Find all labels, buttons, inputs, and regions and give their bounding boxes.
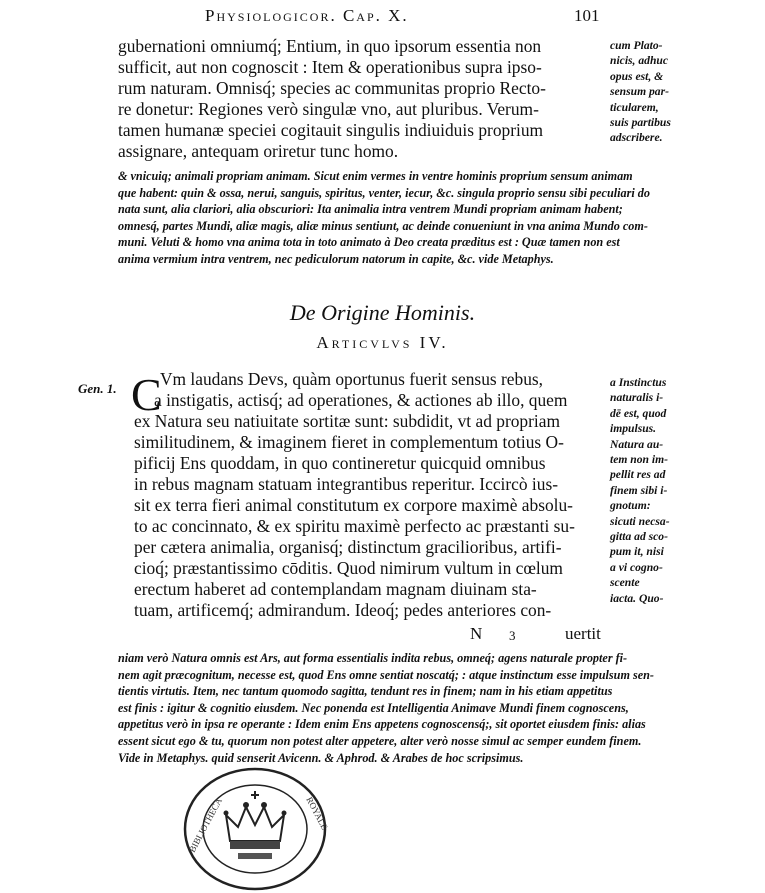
text-line: erectum haberet ad contemplandam magnam diuinam sta- <box>134 579 537 599</box>
marginal-reference: Gen. 1. <box>78 381 117 396</box>
footnote-line: tientis virtutis. Item, nec tantum quomodo sagitta, tendunt res in finem; nam in his etiam appetitus <box>118 684 613 699</box>
text-line: Vm laudans Devs, quàm oportunus fuerit sensus rebus, <box>160 369 544 389</box>
margin-note-2 <box>610 375 690 606</box>
signature-number: 3 <box>509 628 516 643</box>
text-line: re donetur: Regiones verò singulæ vno, aut pluribus. Verum- <box>118 99 539 119</box>
footnote-1 <box>118 168 683 268</box>
footnote-line: niam verò Natura omnis est Ars, aut forma essentialis indita rebus, omneq́; agens naturale propter fi- <box>118 651 628 665</box>
top-paragraph <box>118 36 606 162</box>
text-line: rum naturam. Omnisq́; species ac communitas proprio Recto- <box>118 78 546 98</box>
text-line: ex Natura seu natiuitate sortitæ sunt: subdidit, vt ad propriam <box>134 411 560 431</box>
text-line: a instigatis, actisq́; ad operationes, & actiones ab illo, quem <box>154 390 568 410</box>
signature-mark: N <box>470 624 483 643</box>
margin-line: cum Plato- <box>610 39 663 52</box>
margin-line: a Instinctus <box>610 376 667 389</box>
margin-line: Natura au- <box>610 437 664 451</box>
text-line: cioq́; præstantissimo cōditis. Quod nimirum vultum in cœlum <box>134 558 563 578</box>
margin-line: opus est, & <box>610 69 664 83</box>
margin-note-1 <box>610 38 690 146</box>
catchword: uertit <box>565 624 601 643</box>
library-stamp <box>180 763 330 891</box>
crown-icon <box>224 791 287 859</box>
margin-line: naturalis i- <box>610 391 664 405</box>
margin-line: impulsus. <box>610 422 657 436</box>
text-line: similitudinem, & imaginem fieret in complementum totius O- <box>134 432 564 452</box>
text-line: gubernationi omniumq́; Entium, in quo ipsorum essentia non <box>118 36 542 56</box>
text-line: pificij Ens quoddam, in quo contineretur quicquid omnibus <box>134 453 546 473</box>
footnote-line: est finis : igitur & cognitio eiusdem. Nec ponenda est Intelligentia Animave Mundi finem cognoscens, <box>118 700 629 715</box>
section-heading: De Origine Hominis. <box>289 300 476 325</box>
margin-line: iacta. Quo- <box>610 591 664 605</box>
footnote-line: anima vermium intra ventrem, nec pediculorum natorum in capite, &c. vide Metaphys. <box>118 251 554 266</box>
margin-line: adscribere. <box>610 131 663 145</box>
margin-line: sicuti necsa- <box>610 514 670 528</box>
footnote-line: omnesq́, partes Mundi, aliæ magis, aliæ minus sentiunt, ac deinde conueniunt in vna anima Mundo com- <box>118 218 648 233</box>
article-heading: Articvlvs IV. <box>316 333 449 352</box>
margin-line: gitta ad sco- <box>610 530 668 544</box>
text-line: tuam, artificemq́; admirandum. Ideoq́; pedes anteriores con- <box>134 600 552 620</box>
margin-line: a vi cogno- <box>610 560 663 574</box>
margin-line: pellit res ad <box>610 468 666 482</box>
text-line: sit ex terra fieri animal constitutum ex corpore maximè absolu- <box>134 495 573 515</box>
text-line: to ac concinnato, & ex spiritu maximè perfecto ac præstanti su- <box>134 516 575 536</box>
text-line: assignare, antequam oriretur tunc homo. <box>118 141 399 161</box>
margin-line: ticularem, <box>610 100 659 114</box>
footnote-2 <box>118 650 718 766</box>
margin-line: nicis, adhuc <box>610 54 668 68</box>
text-line: tamen humanæ speciei cogitauit singulis indiuiduis proprium <box>118 120 544 140</box>
margin-line: pum it, nisi <box>610 545 664 559</box>
footnote-line: muni. Veluti & homo vna anima tota in toto animato à Deo creata præditus est : Quæ tamen non est <box>118 235 620 250</box>
page-number: 101 <box>574 6 600 25</box>
stamp-text-left: BIBLIOTHECA <box>186 796 224 854</box>
running-title: Physiologicor. Cap. X. <box>205 6 409 25</box>
text-line: sufficit, aut non cognoscit : Item & operationibus supra ipso- <box>118 57 542 77</box>
margin-line: sensum par- <box>610 85 669 99</box>
footnote-line: nata sunt, alia clariori, alia obscuriori: Ita animalia intra ventrem Mundi propriam animam habent; <box>118 202 623 217</box>
stamp-text-right: ROYALE <box>304 795 330 832</box>
text-line: in rebus magnam statuam integrantibus reperitur. Iccircò ius- <box>134 474 559 494</box>
footnote-line: nem agit præcognitum, necesse est, quod Ens omne sentiat noscatq́; : atque instinctum esse impulsum sen- <box>118 667 654 682</box>
margin-line: dē est, quod <box>610 406 667 420</box>
footnote-line: & vnicuiq; animali propriam animam. Sicut enim vermes in ventre hominis proprium sensum animam <box>118 169 633 183</box>
drop-cap: C <box>131 369 162 420</box>
margin-line: suis partibus <box>610 116 671 130</box>
margin-line: finem sibi i- <box>610 483 668 497</box>
footnote-line: appetitus verò in ipsa re operante : Idem enim Ens appetens cognoscensq́;, sit oportet eiusdem finis: alias <box>118 717 646 732</box>
article-body <box>118 369 606 621</box>
footnote-line: Vide in Metaphys. quid senserit Avicenn. & Aphrod. & Arabes de hoc scripsimus. <box>118 750 524 765</box>
margin-line: tem non im- <box>610 453 668 467</box>
text-line: per cætera animalia, organisq́; distinctum gracilioribus, artifi- <box>134 537 562 557</box>
margin-line: scente <box>610 576 640 590</box>
footnote-line: que habent: quin & ossa, nerui, sanguis, spiritus, venter, iecur, &c. singula proprio sensu sibi peculiari do <box>118 185 650 200</box>
margin-line: gnotum: <box>610 499 651 513</box>
footnote-line: essent sicut ego & tu, quorum non potest alter appetere, alter verò nosse simul ac semper eundem finem. <box>118 733 642 748</box>
